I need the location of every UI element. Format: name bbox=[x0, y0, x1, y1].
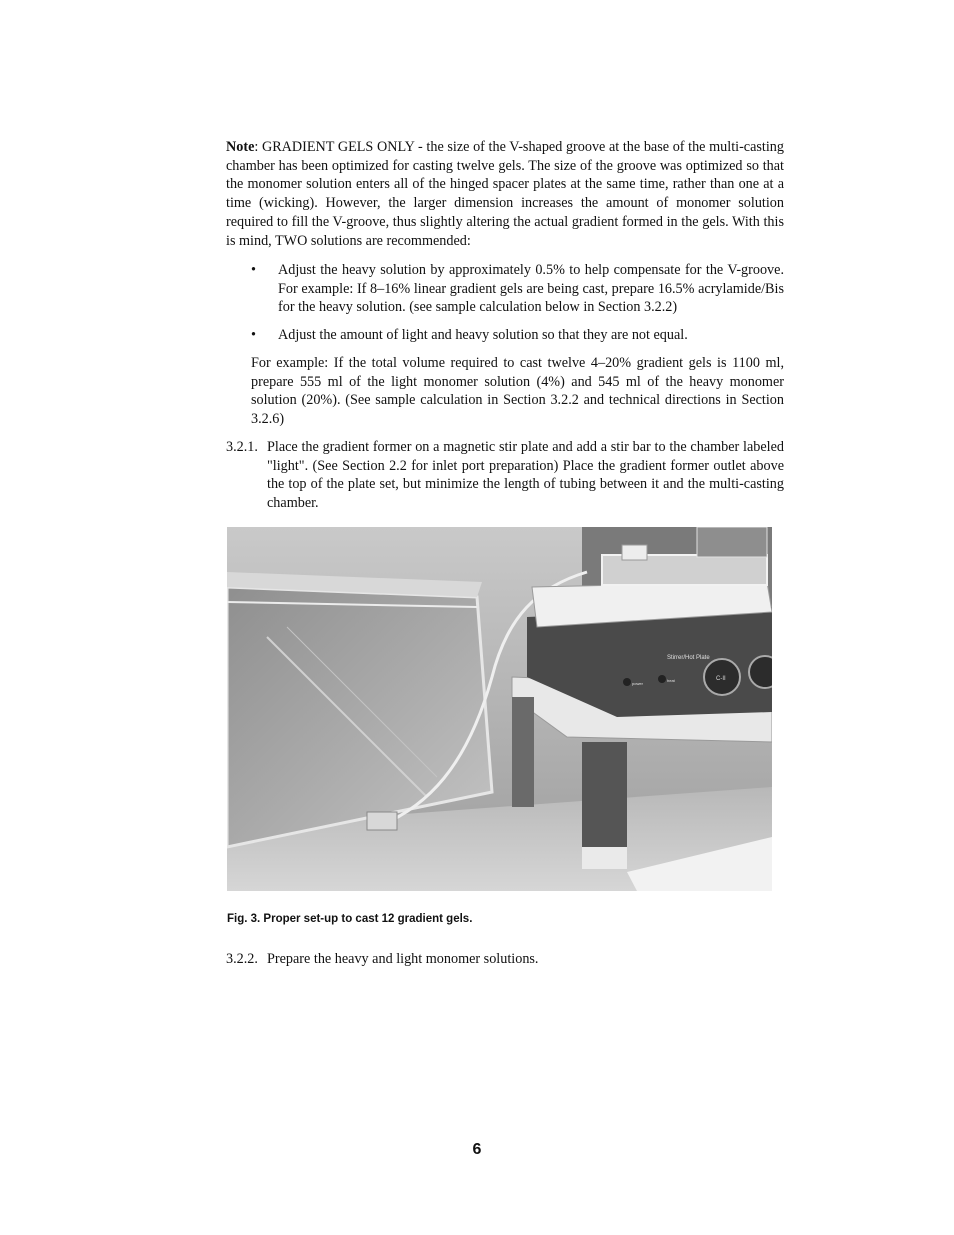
example-paragraph: For example: If the total volume required to cast twelve 4–20% gradient gels is 1100 ml, prepare 555 ml of the light monomer solution (4%) and 545 ml of the heavy monomer solution (20%). (See sample calculation in Section 3.2.2 and technical directions in Section 3.2.6) bbox=[251, 355, 784, 428]
knob-label: C-II bbox=[716, 676, 726, 682]
step-number: 3.2.1. bbox=[226, 439, 258, 455]
step-3-2-2 bbox=[226, 950, 784, 969]
step-number: 3.2.2. bbox=[226, 951, 258, 967]
note-text: : GRADIENT GELS ONLY - the size of the V-shaped groove at the base of the multi-casting chamber has been optimized for casting twelve gels. The size of the groove was optimized so that the monomer solution enters all of the hinged spacer plates at the same time, rather than one at a time (wicking). However, the larger dimension increases the amount of monomer solution required to fill the V-groove, thus slightly altering the actual gradient formed in the gels. With this is mind, TWO solutions are recommended: bbox=[226, 139, 784, 249]
step-3-2-1 bbox=[226, 438, 784, 513]
bullet-item bbox=[251, 261, 784, 317]
note-paragraph bbox=[226, 138, 784, 250]
device-label: Stirrer/Hot Plate bbox=[667, 655, 710, 661]
setup-photo bbox=[227, 527, 772, 891]
bullet-text: Adjust the heavy solution by approximately 0.5% to help compensate for the V-groove. For example: If 8–16% linear gradient gels are being cast, prepare 16.5% acrylamide/Bis for the heavy solution. (see sample calculation below in Section 3.2.2) bbox=[278, 262, 784, 316]
bullet-item bbox=[251, 326, 784, 345]
bullet-marker: • bbox=[251, 327, 256, 343]
power-label: power bbox=[632, 681, 643, 686]
bullet-marker: • bbox=[251, 262, 256, 278]
step-text: Prepare the heavy and light monomer solutions. bbox=[267, 951, 539, 967]
page-number: 6 bbox=[472, 1141, 482, 1158]
step-text: Place the gradient former on a magnetic stir plate and add a stir bar to the chamber labeled "light". (See Section 2.2 for inlet port preparation) Place the gradient former outlet above the top of the plate set, but minimize the length of tubing between it and the multi-casting chamber. bbox=[267, 439, 784, 512]
heat-label: heat bbox=[667, 678, 675, 683]
figure-caption: Fig. 3. Proper set-up to cast 12 gradient gels. bbox=[227, 913, 473, 925]
bullet-text: Adjust the amount of light and heavy solution so that they are not equal. bbox=[278, 327, 688, 343]
note-label: Note bbox=[226, 139, 255, 155]
